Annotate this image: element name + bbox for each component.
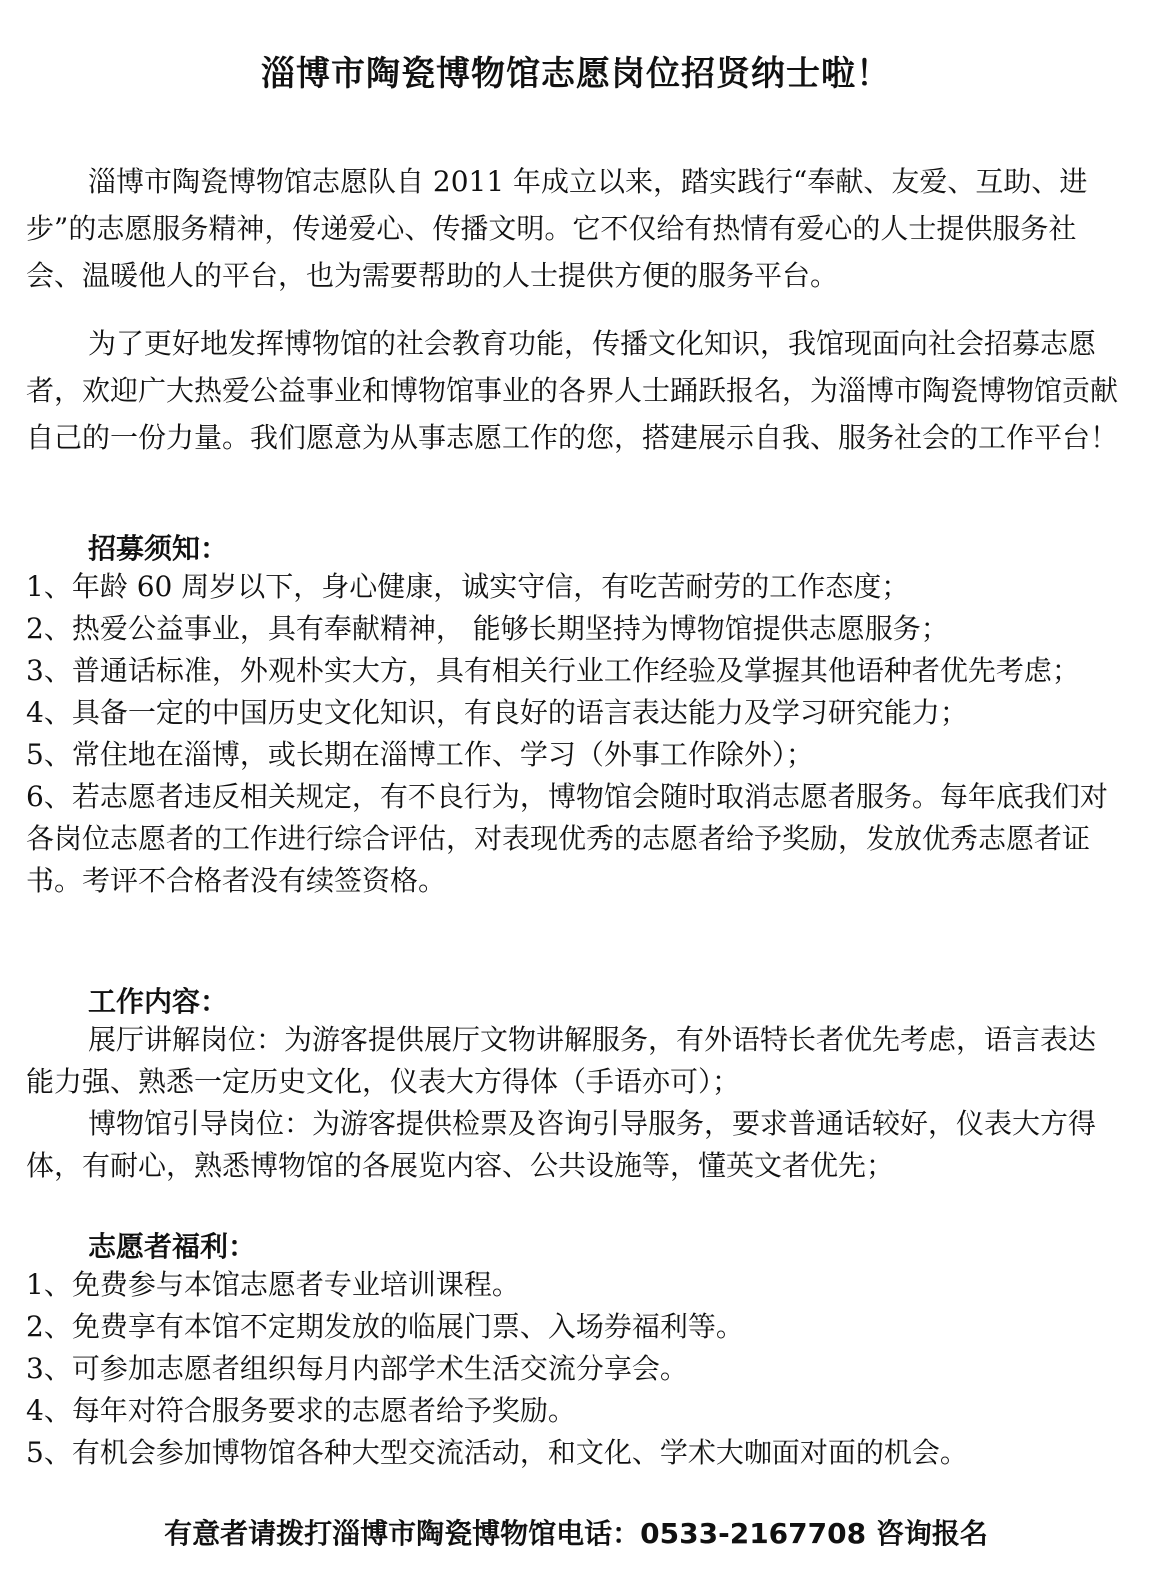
contact-footer: 有意者请拨打淄博市陶瓷博物馆电话：0533-2167708 咨询报名: [164, 1517, 988, 1550]
work-item-reception: 博物馆引导岗位：为游客提供检票及咨询引导服务，要求普通话较好，仪表大方得体，有耐心，熟悉博物馆的各展览内容、公共设施等，懂英文者优先；: [26, 1107, 1097, 1182]
recruitment-item: 4、具备一定的中国历史文化知识，有良好的语言表达能力及学习研究能力；: [26, 696, 968, 729]
recruitment-heading: 招募须知：: [88, 532, 229, 565]
benefit-item: 1、免费参与本馆志愿者专业培训课程。: [26, 1268, 520, 1301]
intro-paragraph-2: 为了更好地发挥博物馆的社会教育功能，传播文化知识，我馆现面向社会招募志愿者，欢迎广大热爱公益事业和博物馆事业的各界人士踊跃报名，为淄博市陶瓷博物馆贡献自己的一份力量。我们愿意为从事志愿工作的您，搭建展示自我、服务社会的工作平台！: [26, 327, 1119, 454]
recruitment-item: 2、热爱公益事业，具有奉献精神， 能够长期坚持为博物馆提供志愿服务；: [26, 612, 949, 645]
work-heading: 工作内容：: [88, 985, 229, 1018]
benefit-item: 4、每年对符合服务要求的志愿者给予奖励。: [26, 1394, 576, 1427]
benefit-item: 2、免费享有本馆不定期发放的临展门票、入场券福利等。: [26, 1310, 744, 1343]
recruitment-list: [26, 566, 1122, 902]
benefit-item: 5、有机会参加博物馆各种大型交流活动，和文化、学术大咖面对面的机会。: [26, 1436, 968, 1469]
recruitment-item: 6、若志愿者违反相关规定，有不良行为，博物馆会随时取消志愿者服务。每年底我们对各岗位志愿者的工作进行综合评估，对表现优秀的志愿者给予奖励，发放优秀志愿者证书。考评不合格者没有续签资格。: [26, 780, 1108, 897]
recruitment-item: 1、年龄 60 周岁以下，身心健康，诚实守信，有吃苦耐劳的工作态度；: [26, 570, 910, 603]
intro-paragraph-1: 淄博市陶瓷博物馆志愿队自 2011 年成立以来，踏实践行“奉献、友爱、互助、进步”的志愿服务精神，传递爱心、传播文明。它不仅给有热情有爱心的人士提供服务社会、温暖他人的平台，也为需要帮助的人士提供方便的服务平台。: [26, 165, 1088, 292]
benefit-item: 3、可参加志愿者组织每月内部学术生活交流分享会。: [26, 1352, 688, 1385]
benefits-heading: 志愿者福利：: [88, 1230, 257, 1263]
benefits-list: [26, 1264, 1122, 1474]
recruitment-item: 3、普通话标准，外观朴实大方，具有相关行业工作经验及掌握其他语种者优先考虑；: [26, 654, 1080, 687]
work-item-guide: 展厅讲解岗位：为游客提供展厅文物讲解服务，有外语特长者优先考虑，语言表达能力强、熟悉一定历史文化，仪表大方得体（手语亦可）；: [26, 1023, 1097, 1098]
document-page: [26, 0, 1126, 1588]
page-title: 淄博市陶瓷博物馆志愿岗位招贤纳士啦！: [261, 54, 891, 94]
work-list: [26, 1019, 1122, 1187]
recruitment-item: 5、常住地在淄博，或长期在淄博工作、学习（外事工作除外）；: [26, 738, 814, 771]
